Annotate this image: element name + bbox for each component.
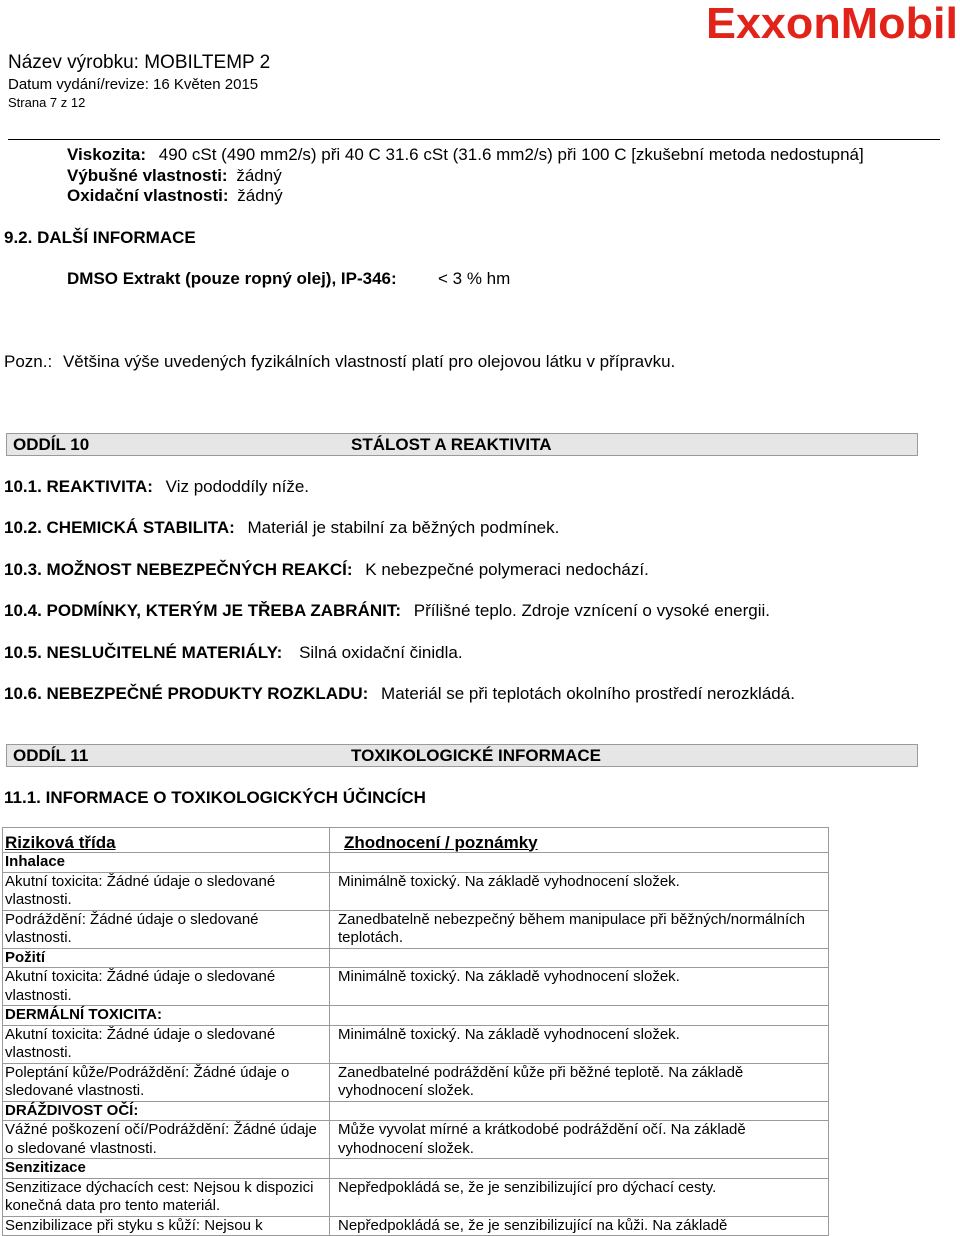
category-ingestion: Požití (3, 948, 330, 968)
viscosity-value: 490 cSt (490 mm2/s) při 40 C 31.6 cSt (31.6 mm2/s) při 100 C [zkušební metoda nedostupná] (158, 145, 864, 164)
section-10-title: STÁLOST A REAKTIVITA (351, 435, 552, 454)
toxicology-table (2, 827, 829, 1236)
explosive-value: žádný (236, 166, 282, 185)
incompatible-materials-text: Silná oxidační činidla. (299, 643, 463, 662)
table-cell (330, 853, 829, 873)
table-cell-assessment: Nepředpokládá se, že je senzibilizující pro dýchací cesty. (330, 1178, 829, 1216)
note-label: Pozn.: (4, 352, 53, 371)
hazardous-reactions-label: 10.3. MOŽNOST NEBEZPEČNÝCH REAKCÍ: (4, 560, 353, 579)
toxicology-subheading: 11.1. INFORMACE O TOXIKOLOGICKÝCH ÚČINCÍCH (4, 788, 426, 807)
section-11-title: TOXIKOLOGICKÉ INFORMACE (351, 746, 601, 765)
table-row (3, 872, 829, 910)
table-cell (330, 948, 829, 968)
issue-date-line: Datum vydání/revize: 16 Květen 2015 (8, 76, 259, 93)
table-header-row (3, 828, 829, 853)
table-cell-assessment: Minimálně toxický. Na základě vyhodnocení složek. (330, 968, 829, 1006)
table-cell-hazard: Vážné poškození očí/Podráždění: Žádné údaje o sledované vlastnosti. (3, 1121, 330, 1159)
table-category-row (3, 1101, 829, 1121)
other-info-heading: 9.2. DALŠÍ INFORMACE (4, 228, 196, 247)
column-header-hazard-class: Riziková třída (3, 828, 330, 853)
dmso-label: DMSO Extrakt (pouze ropný olej), IP-346: (67, 269, 397, 288)
incompatible-materials-label: 10.5. NESLUČITELNÉ MATERIÁLY: (4, 643, 283, 662)
table-category-row (3, 1159, 829, 1179)
viscosity-row (67, 145, 864, 165)
table-row (3, 1178, 829, 1216)
conditions-to-avoid-label: 10.4. PODMÍNKY, KTERÝM JE TŘEBA ZABRÁNIT: (4, 601, 402, 620)
table-row (3, 1121, 829, 1159)
table-cell-hazard: Senzibilizace při styku s kůží: Nejsou k (3, 1216, 330, 1236)
section-11-number: ODDÍL 11 (13, 746, 89, 765)
section-10-number: ODDÍL 10 (13, 435, 90, 454)
explosive-label: Výbušné vlastnosti: (67, 166, 228, 185)
table-row (3, 910, 829, 948)
logo-text: ExxonMobil (706, 0, 958, 46)
section-11-header (6, 744, 918, 767)
header-divider (8, 139, 940, 140)
oxidizing-value: žádný (237, 186, 283, 205)
viscosity-label: Viskozita: (67, 145, 147, 164)
conditions-to-avoid-text: Přílišné teplo. Zdroje vznícení o vysoké energii. (413, 601, 770, 620)
table-category-row (3, 1006, 829, 1026)
table-cell (330, 1006, 829, 1026)
section-10-header (6, 433, 918, 456)
decomposition-products-row (4, 684, 795, 704)
note-text: Většina výše uvedených fyzikálních vlastností platí pro olejovou látku v přípravku. (62, 352, 676, 371)
table-row (3, 1025, 829, 1063)
reactivity-text: Viz pododdíly níže. (165, 477, 310, 496)
product-name-line: Název výrobku: MOBILTEMP 2 (8, 52, 271, 73)
table-cell (330, 1101, 829, 1121)
table-cell-hazard: Akutní toxicita: Žádné údaje o sledované vlastnosti. (3, 1025, 330, 1063)
stability-label: 10.2. CHEMICKÁ STABILITA: (4, 518, 235, 537)
table-cell-hazard: Podráždění: Žádné údaje o sledované vlastnosti. (3, 910, 330, 948)
table-cell-assessment: Minimálně toxický. Na základě vyhodnocení složek. (330, 872, 829, 910)
oxidizing-row (67, 186, 283, 206)
table-row (3, 968, 829, 1006)
decomposition-products-text: Materiál se při teplotách okolního prostředí nerozkládá. (381, 684, 795, 703)
decomposition-products-label: 10.6. NEBEZPEČNÉ PRODUKTY ROZKLADU: (4, 684, 369, 703)
dmso-value: < 3 % hm (438, 269, 511, 288)
category-sensitization: Senzitizace (3, 1159, 330, 1179)
incompatible-materials-row (4, 643, 463, 663)
category-inhalation: Inhalace (3, 853, 330, 873)
table-cell-hazard: Senzitizace dýchacích cest: Nejsou k dispozici konečná data pro tento materiál. (3, 1178, 330, 1216)
category-eye-irritation: DRÁŽDIVOST OČÍ: (3, 1101, 330, 1121)
table-cell-assessment: Nepředpokládá se, že je senzibilizující na kůži. Na základě (330, 1216, 829, 1236)
hazardous-reactions-row (4, 560, 649, 580)
stability-row (4, 518, 559, 538)
table-cell-assessment: Zanedbatelně nebezpečný během manipulace při běžných/normálních teplotách. (330, 910, 829, 948)
reactivity-row (4, 477, 309, 497)
note-row (4, 352, 675, 372)
table-category-row (3, 853, 829, 873)
column-header-assessment: Zhodnocení / poznámky (330, 828, 829, 853)
table-category-row (3, 948, 829, 968)
explosive-row (67, 166, 282, 186)
hazardous-reactions-text: K nebezpečné polymeraci nedochází. (365, 560, 649, 579)
table-cell-hazard: Poleptání kůže/Podráždění: Žádné údaje o sledované vlastnosti. (3, 1063, 330, 1101)
oxidizing-label: Oxidační vlastnosti: (67, 186, 229, 205)
table-cell-assessment: Může vyvolat mírné a krátkodobé podráždění očí. Na základě vyhodnocení složek. (330, 1121, 829, 1159)
category-dermal-toxicity: DERMÁLNÍ TOXICITA: (3, 1006, 330, 1026)
table-cell-hazard: Akutní toxicita: Žádné údaje o sledované vlastnosti. (3, 968, 330, 1006)
page-number-line: Strana 7 z 12 (8, 95, 86, 110)
table-cell (330, 1159, 829, 1179)
reactivity-label: 10.1. REAKTIVITA: (4, 477, 153, 496)
table-cell-assessment: Zanedbatelné podráždění kůže při běžné teplotě. Na základě vyhodnocení složek. (330, 1063, 829, 1101)
table-cell-assessment: Minimálně toxický. Na základě vyhodnocení složek. (330, 1025, 829, 1063)
stability-text: Materiál je stabilní za běžných podmínek. (247, 518, 560, 537)
table-cell-hazard: Akutní toxicita: Žádné údaje o sledované vlastnosti. (3, 872, 330, 910)
table-row (3, 1216, 829, 1236)
conditions-to-avoid-row (4, 601, 770, 621)
exxonmobil-logo (706, 0, 960, 46)
table-row (3, 1063, 829, 1101)
